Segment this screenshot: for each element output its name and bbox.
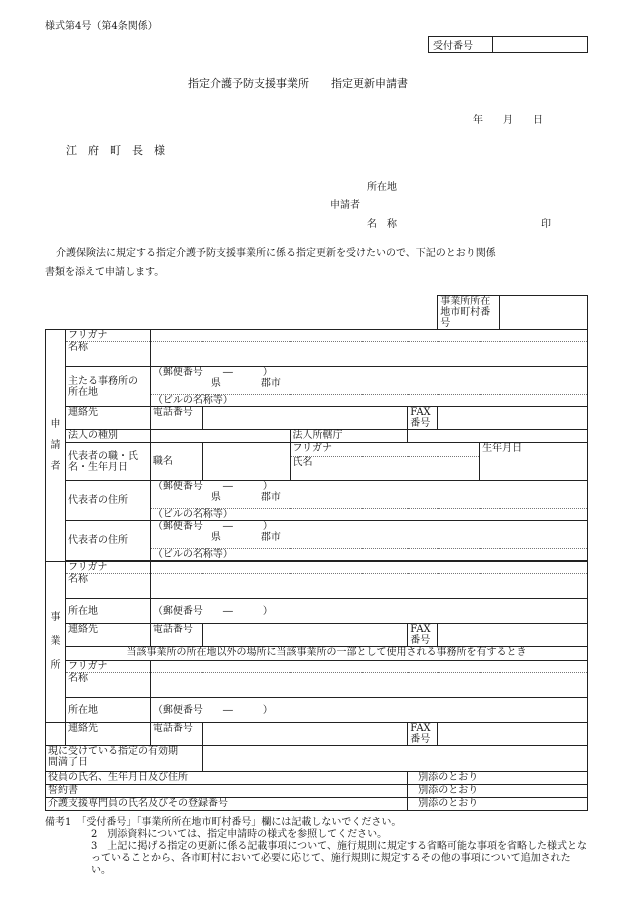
sub-office-fax-field[interactable]	[438, 723, 588, 746]
applicant-phone-label: 電話番号	[150, 407, 202, 430]
sub-office-location-field[interactable]: （郵便番号 ― ）	[150, 698, 587, 723]
officers-attached: 別添のとおり	[408, 772, 588, 785]
remarks	[45, 817, 605, 877]
rep-furigana-label: フリガナ	[290, 443, 480, 457]
applicant-furigana-label: フリガナ	[65, 330, 150, 342]
corp-authority-field[interactable]	[408, 430, 588, 443]
rep-name-label[interactable]: 氏名	[290, 457, 480, 481]
side-label-office: 事業所	[46, 562, 66, 723]
office-furigana-field[interactable]	[150, 562, 587, 574]
receipt-number-label: 受付番号	[429, 37, 493, 53]
municipality-code-field[interactable]	[500, 296, 588, 330]
title-label: 職名	[150, 443, 202, 481]
sub-office-location-label: 所在地	[65, 698, 150, 723]
sub-office-phone-label: 電話番号	[150, 723, 202, 746]
side-label-applicant: 申請者	[46, 330, 66, 562]
rep-address-field-2[interactable]: （郵便番号 ― ） 県 郡市	[150, 521, 587, 549]
rep-building-1[interactable]: （ビルの名称等）	[150, 509, 587, 521]
applicant-contact-label: 連絡先	[65, 407, 150, 430]
main-office-address-field[interactable]: （郵便番号 ― ） 県 郡市	[150, 367, 587, 395]
sub-office-furigana-field[interactable]	[150, 661, 587, 673]
representative-label: 代表者の職・氏 名・生年月日	[65, 443, 150, 481]
validity-label: 現に受けている指定の有効期 間満了日	[46, 746, 203, 772]
remark-3: 3 上記に掲げる指定の更新に係る記載事項について、施行規則に規定する省略可能な事項を省略した様式となっていることから、各市町村において必要に応じて、施行規則に規定するその他の事項について追加されたい。	[91, 841, 587, 876]
office-name-field[interactable]	[150, 574, 587, 599]
intro-line-1: 介護保険法に規定する指定介護予防支援事業所に係る指定更新を受けたいので、下記のとおり関係	[56, 248, 496, 259]
remark-2: 2 別添資料については、指定申請時の様式を参照してください。	[91, 829, 388, 840]
form-number: 様式第4号（第4条関係）	[45, 21, 158, 32]
validity-field[interactable]	[202, 746, 587, 772]
pledge-label: 誓約書	[46, 785, 408, 798]
other-office-note: 当該事業所の所在地以外の場所に当該事業所の一部として使用される事務所を有するとき	[65, 647, 587, 661]
rep-address-label-2: 代表者の住所	[65, 521, 150, 561]
office-phone-label: 電話番号	[150, 624, 202, 647]
office-location-label: 所在地	[65, 599, 150, 624]
municipality-code-label: 事業所所在地市町村番号	[438, 296, 500, 330]
care-managers-attached: 別添のとおり	[408, 798, 588, 811]
office-location-field[interactable]: （郵便番号 ― ）	[150, 599, 587, 624]
pledge-attached: 別添のとおり	[408, 785, 588, 798]
sub-office-name-field[interactable]	[150, 673, 587, 698]
office-furigana-label: フリガナ	[65, 562, 150, 574]
application-form-table	[45, 295, 588, 811]
date-line[interactable]: 年 月 日	[473, 115, 543, 126]
sub-office-furigana-label: フリガナ	[65, 661, 150, 673]
corp-type-field[interactable]	[150, 430, 290, 443]
main-office-building[interactable]: （ビルの名称等）	[150, 395, 587, 407]
applicant-fax-field[interactable]	[438, 407, 588, 430]
corp-authority-label: 法人所轄庁	[290, 430, 408, 443]
applicant-fax-label: FAX番号	[408, 407, 438, 430]
sub-office-contact-label: 連絡先	[65, 723, 150, 746]
rep-address-label-1: 代表者の住所	[65, 481, 150, 521]
seal-mark: 印	[541, 219, 551, 230]
main-office-label: 主たる事務所の 所在地	[65, 367, 150, 407]
office-contact-label: 連絡先	[65, 624, 150, 647]
receipt-number-field[interactable]	[493, 37, 588, 53]
applicant-name-field[interactable]	[150, 342, 587, 367]
sub-office-phone-field[interactable]	[202, 723, 408, 746]
care-managers-label: 介護支援専門員の氏名及びその登録番号	[46, 798, 408, 811]
applicant-name-label: 名 称	[367, 219, 397, 230]
applicant-name-field-label: 名称	[65, 342, 150, 367]
remark-1: 備考1 「受付番号」「事業所所在地市町村番号」欄には記載しないでください。	[45, 817, 402, 828]
addressee: 江 府 町 長 様	[66, 144, 165, 157]
title-field[interactable]	[202, 443, 290, 481]
officers-label: 役員の氏名、生年月日及び住所	[46, 772, 408, 785]
office-fax-label: FAX番号	[408, 624, 438, 647]
applicant-address-label: 所在地	[367, 182, 397, 193]
office-name-label: 名称	[65, 574, 150, 599]
receipt-number-box	[428, 36, 588, 53]
corp-type-label: 法人の種別	[65, 430, 150, 443]
sub-office-name-label: 名称	[65, 673, 150, 698]
document-title: 指定介護予防支援事業所 指定更新申請書	[188, 77, 408, 90]
office-phone-field[interactable]	[202, 624, 408, 647]
applicant-label: 申請者	[330, 200, 360, 211]
sub-office-fax-label: FAX番号	[408, 723, 438, 746]
office-fax-field[interactable]	[438, 624, 588, 647]
rep-address-field-1[interactable]: （郵便番号 ― ） 県 郡市	[150, 481, 587, 509]
intro-line-2: 書類を添えて申請します。	[45, 267, 165, 278]
applicant-phone-field[interactable]	[202, 407, 408, 430]
birthdate-label[interactable]: 生年月日	[480, 443, 588, 481]
rep-building-2[interactable]: （ビルの名称等）	[150, 549, 587, 561]
applicant-furigana-field[interactable]	[150, 330, 587, 342]
